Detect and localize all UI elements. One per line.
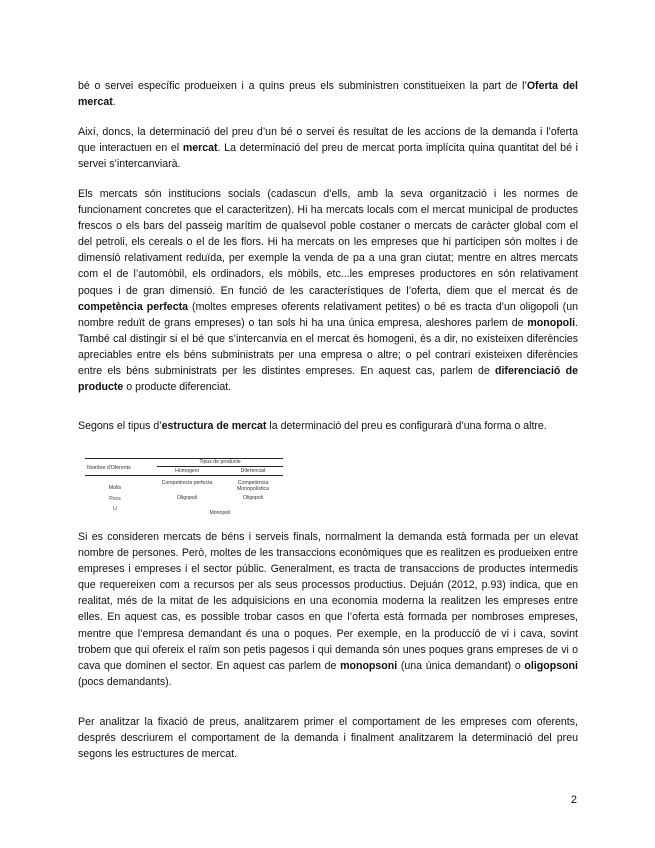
table-cell: Oligopoli <box>176 495 198 501</box>
text-run: . <box>112 96 116 109</box>
table-cell: Oligopoli <box>242 495 264 501</box>
table-header-rule <box>85 475 283 476</box>
text-run: (moltes empreses oferents relativament petites) o bé es tracta d’un oligopoli (un nombre reduït de grans empreses) o tan sols hi ha una única empresa, aleshores parlem de <box>78 300 578 329</box>
table-row-label: U <box>113 506 117 512</box>
bold-term: estructura de mercat <box>161 420 267 432</box>
table-group-rule <box>157 466 283 467</box>
table-col-diferenciat: Diferenciat <box>240 468 266 474</box>
table-bottom-center: Monopoli <box>209 510 231 516</box>
text-run: Així, doncs, la determinació del preu d’un bé o servei és resultat de les accions de la demanda i l’oferta que interactuen en el <box>78 126 578 155</box>
paragraph-analysis-plan <box>78 714 578 762</box>
text-run: bé o servei específic produeixen i a quins preus els subministren constitueixen la part de l’ <box>78 80 527 92</box>
text-run: (pocs demandants). <box>78 675 172 688</box>
text-run: Els mercats són institucions socials (cadascun d’ells, amb la seva organització i les normes de funcionament concretes que el caracteritzen). Hi ha mercats locals com el mercat municipal de productes frescos o els bars del passeig marítim de qualsevol poble costaner o mercats de caràcter global com el del petroli, els cereals o el de les flors. Hi ha mercats on les empreses que hi participen són moltes i de dimensió relativament reduïda, per exemple la venda de pa a una gran ciutat; mentre en altres mercats com el de l’automòbil, els ordinadors, els mòbils, etc...les empreses productores en són relativament poques i de gran dimensió. En funció de les característiques de l’oferta, diem que el mercat és de <box>78 188 578 297</box>
text-run: . La determinació del preu de mercat porta implícita quina quantitat del bé i servei s’intercanviarà. <box>78 142 578 171</box>
paragraph-market-structure <box>78 418 578 434</box>
bold-term: competència perfecta <box>78 300 189 313</box>
table-row-label: Pocs <box>109 496 121 502</box>
page-number: 2 <box>570 794 577 806</box>
text-run: la determinació del preu es configurarà d’una forma o altre. <box>266 420 547 432</box>
text-run: o producte diferenciat. <box>123 381 232 394</box>
table-header-group: Tipus de producte <box>199 459 241 465</box>
text-run: (una única demandant) o <box>397 659 525 672</box>
market-structure-table <box>85 458 285 520</box>
table-cell: Competència Monopolística <box>236 480 269 492</box>
paragraph-markets-institutions <box>78 186 578 395</box>
bold-term: diferenciació de producte <box>78 365 578 394</box>
paragraph-price-determination <box>78 124 578 172</box>
text-run: Si es consideren mercats de béns i serveis finals, normalment la demanda està formada per un elevat nombre de persones. Però, moltes de les transaccions econòmiques que es realitzen es produeixen entre empreses i empreses i el sector públic. Generalment, es tracta de transaccions de productes intermedis que requereixen com a recursos per als seus processos productius. Dejuán (2012, p.93) indica, que en realitat, més de la mitat de les adquisicions en una economia moderna la realitzen les empreses entre elles. En aquest cas, es possible trobar casos en que l’oferta està formada per nombroses empreses, mentre que l’empresa demandant és una o poques. Per exemple, en la producció de vi i cava, sovint trobem que qui ofereix el raïm son petis pagesos i qui demanda són unes poques grans empreses de vi o cava que dominen el sector. En aquest cas parlem de <box>78 531 578 672</box>
paragraph-monopsony <box>78 529 578 690</box>
bold-term: mercat <box>182 142 218 155</box>
bold-term: monopoli <box>527 316 576 329</box>
bold-term: Oferta del mercat <box>78 80 578 109</box>
table-header-left: Nombre d'Oferents <box>87 465 131 471</box>
bold-term: oligopsoni <box>524 659 578 672</box>
table-cell: Competència perfecta <box>161 480 213 486</box>
bold-term: monopsoni <box>340 659 398 672</box>
text-run: . També cal distingir si el bé que s’intercanvia en el mercat és homogeni, és a dir, no existeixen diferències apreciables entre els béns subministrats per una empresa o altre; o pel contrari existeixen diferències entre els béns subministrats per les distintes empreses. En aquest cas, parlem de <box>78 316 578 378</box>
table-row-label: Molts <box>108 485 122 491</box>
table-col-homogeni: Homogeni <box>175 468 199 474</box>
text-run: Segons el tipus d’ <box>78 420 162 432</box>
paragraph-offer-definition <box>78 78 578 110</box>
text-run: Per analitzar la fixació de preus, analitzarem primer el comportament de les empreses com oferents, després descriurem el comportament de la demanda i finalment analitzarem la determinació del preu segons les estructures de mercat. <box>78 716 578 761</box>
